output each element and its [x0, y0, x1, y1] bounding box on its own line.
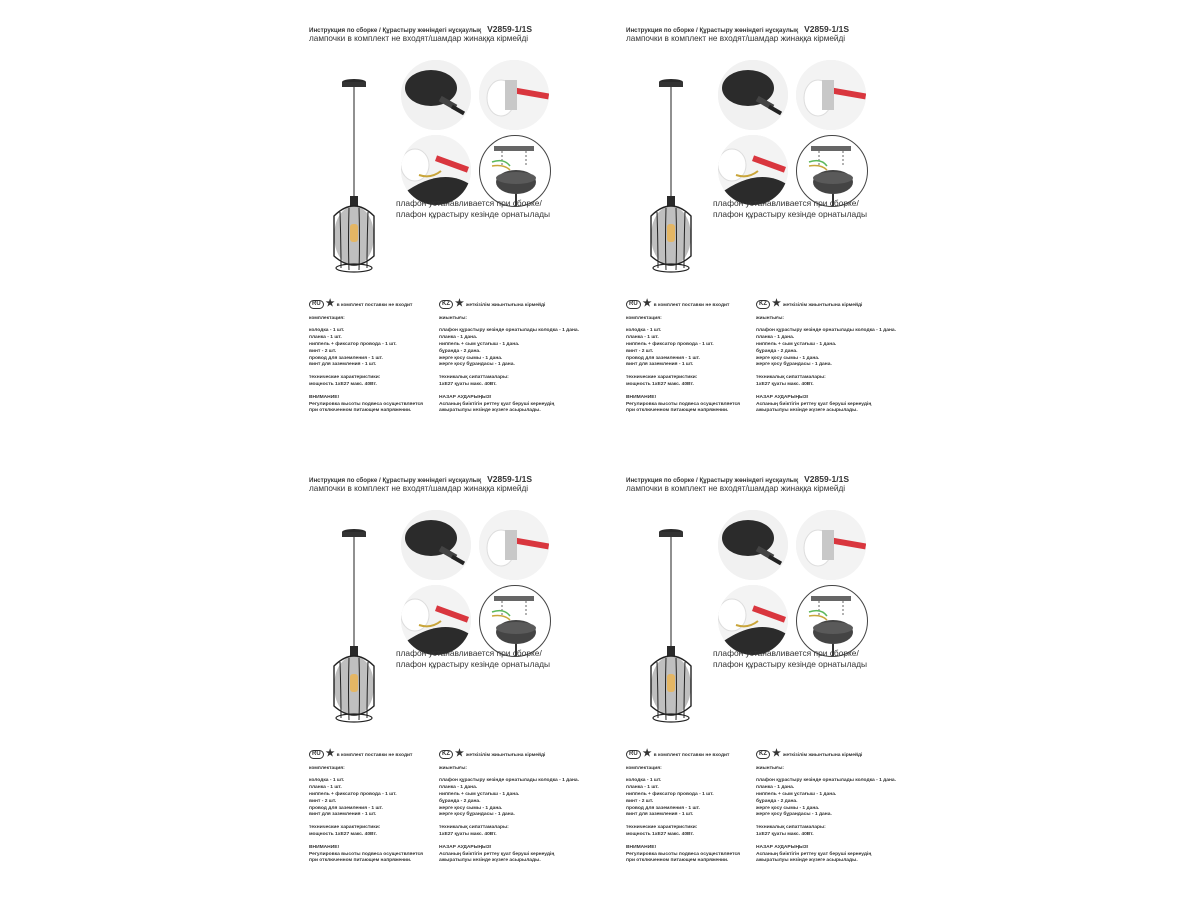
tech-header: технические характеристики:	[309, 375, 381, 381]
assembly-diagram-mounting	[796, 135, 868, 207]
tech-header: техникалық сипаттамалары:	[756, 825, 826, 831]
tech-header: технические характеристики:	[626, 375, 698, 381]
star-icon: ★	[325, 748, 335, 760]
contents-item: колодка - 1 шт.	[309, 328, 345, 334]
shade-mount-caption	[396, 648, 550, 670]
contents-item: бұранда - 2 дана.	[439, 798, 481, 804]
contents-item: бұранда - 2 дана.	[439, 348, 481, 354]
contents-item: бұранда - 2 дана.	[756, 798, 798, 804]
contents-header: жиынтығы:	[439, 765, 468, 771]
warning-line: Регулировка высоты подвеса осуществляется	[309, 851, 424, 857]
contents-item: ниппель + фиксатор провода - 1 шт.	[626, 341, 714, 347]
contents-item: жерге қосу сымы - 1 дана.	[756, 805, 820, 811]
warning-header: НАЗАР АУДАРЫҢЫЗ!	[439, 844, 492, 850]
star-icon: ★	[455, 748, 464, 760]
contents-item: винт для заземления - 1 шт.	[309, 812, 377, 818]
bulbs-not-included-note: лампочки в комплект не входят/шамдар жинаққа кірмейді	[309, 34, 529, 43]
spec-column-kz: KZ ★ жеткізілім жиынтығына кірмейді жиынтығы: плафон құрастыру кезінде орнатылады колодка - 1 дана. планка - 1 дана. ниппель + сым ұстағыш - 1 дана. бұранда - 2 дана. жерге қосу сымы - 1 дана. жерге қосу бұрандасы - 1 дана. техникалық сипаттамалары: 1хE27 қуаты макс. 40Вт. НАЗАР АУДАРЫҢЫЗ! Аспаның биіктігін реттеу қуат беруші кернеудің ажыратылуы кезінде жүзеге асырылады.	[756, 750, 931, 865]
model-number: V2859-1/1S	[487, 474, 533, 484]
assembly-photo-canopy	[718, 510, 788, 580]
contents-header: комплектация:	[626, 315, 662, 321]
instruction-sheet	[283, 450, 583, 890]
spec-column-kz: KZ ★ жеткізілім жиынтығына кірмейді жиынтығы: плафон құрастыру кезінде орнатылады колодка - 1 дана. планка - 1 дана. ниппель + сым ұстағыш - 1 дана. бұранда - 2 дана. жерге қосу сымы - 1 дана. жерге қосу бұрандасы - 1 дана. техникалық сипаттамалары: 1хE27 қуаты макс. 40Вт. НАЗАР АУДАРЫҢЫЗ! Аспаның биіктігін реттеу қуат беруші кернеудің ажыратылуы кезінде жүзеге асырылады.	[439, 750, 614, 865]
tech-value: 1хE27 қуаты макс. 40Вт.	[439, 381, 497, 387]
warning-line: Аспаның биіктігін реттеу қуат беруші кернеудің	[756, 401, 872, 407]
assembly-photo-screwdriver-1	[479, 510, 549, 580]
contents-item: планка - 1 шт.	[626, 335, 659, 341]
sheet-title: Инструкция по сборке / Құрастыру жөніндегі нұсқаулық V2859-1/1S	[309, 474, 533, 484]
star-icon: ★	[642, 298, 652, 310]
contents-item: провод для заземления - 1 шт.	[626, 805, 700, 811]
assembly-photo-screwdriver-2	[718, 135, 788, 205]
assembly-photo-canopy	[401, 60, 471, 130]
assembly-photo-canopy	[401, 510, 471, 580]
warning-line: при отключенном питающем напряжении.	[309, 858, 412, 864]
warning-line: Аспаның биіктігін реттеу қуат беруші кернеудің	[756, 851, 872, 857]
contents-item: планка - 1 шт.	[626, 785, 659, 791]
warning-line: ажыратылуы кезінде жүзеге асырылады.	[439, 858, 541, 864]
star-icon: ★	[772, 298, 781, 310]
contents-item: планка - 1 шт.	[309, 785, 342, 791]
contents-item: плафон құрастыру кезінде орнатылады колодка - 1 дана.	[439, 778, 580, 784]
warning-line: при отключенном питающем напряжении.	[626, 858, 729, 864]
contents-list	[439, 328, 614, 369]
star-icon: ★	[325, 298, 335, 310]
warning-header: ВНИМАНИЕ!	[626, 394, 657, 400]
contents-item: винт - 2 шт.	[626, 348, 654, 354]
contents-header: комплектация:	[309, 765, 345, 771]
shade-mount-caption	[713, 198, 867, 220]
assembly-photo-screwdriver-2	[401, 585, 471, 655]
sheet-title: Инструкция по сборке / Құрастыру жөніндегі нұсқаулық V2859-1/1S	[309, 24, 533, 34]
lang-badge-kz: KZ	[756, 750, 770, 759]
contents-item: винт - 2 шт.	[309, 798, 337, 804]
warning-header: НАЗАР АУДАРЫҢЫЗ!	[439, 394, 492, 400]
star-icon: ★	[455, 298, 464, 310]
tech-value: 1хE27 қуаты макс. 40Вт.	[439, 831, 497, 837]
assembly-diagram-mounting	[479, 135, 551, 207]
assembly-photo-screwdriver-2	[718, 585, 788, 655]
model-number: V2859-1/1S	[487, 24, 533, 34]
warning-line: ажыратылуы кезінде жүзеге асырылады.	[439, 408, 541, 414]
lang-badge-ru: RU	[626, 750, 641, 759]
contents-item: планка - 1 дана.	[756, 335, 795, 341]
warning-header: ВНИМАНИЕ!	[626, 844, 657, 850]
contents-item: бұранда - 2 дана.	[756, 348, 798, 354]
tech-header: технические характеристики:	[626, 825, 698, 831]
star-icon: ★	[772, 748, 781, 760]
star-icon: ★	[642, 748, 652, 760]
contents-item: винт - 2 шт.	[309, 348, 337, 354]
tech-header: техникалық сипаттамалары:	[439, 375, 509, 381]
assembly-photo-canopy	[718, 60, 788, 130]
contents-item: жерге қосу бұрандасы - 1 дана.	[439, 362, 515, 368]
tech-header: техникалық сипаттамалары:	[439, 825, 509, 831]
tech-value: мощность 1хE27 макс. 40Вт.	[626, 381, 694, 387]
warning-line: Регулировка высоты подвеса осуществляется	[626, 851, 741, 857]
sheet-title: Инструкция по сборке / Құрастыру жөніндегі нұсқаулық V2859-1/1S	[626, 474, 850, 484]
contents-item: ниппель + сым ұстағыш - 1 дана.	[439, 341, 520, 347]
pendant-lamp-illustration	[636, 506, 706, 726]
pendant-lamp-illustration	[319, 56, 389, 276]
tech-header: технические характеристики:	[309, 825, 381, 831]
spec-column-ru: RU ★ в комплект поставки не входит комплектация: колодка - 1 шт. планка - 1 шт. ниппель + фиксатор провода - 1 шт. винт - 2 шт. провод для заземления - 1 шт. винт для заземления - 1 шт. технические характеристики: мощность 1хE27 макс. 40Вт. ВНИМАНИЕ! Регулировка высоты подвеса осуществляется при отключенном питающем напряжении.	[626, 750, 801, 865]
bulbs-not-included-note: лампочки в комплект не входят/шамдар жинаққа кірмейді	[309, 484, 529, 493]
contents-item: ниппель + сым ұстағыш - 1 дана.	[439, 791, 520, 797]
contents-item: жерге қосу бұрандасы - 1 дана.	[439, 812, 515, 818]
warning-line: при отключенном питающем напряжении.	[626, 408, 729, 414]
contents-item: винт для заземления - 1 шт.	[626, 362, 694, 368]
contents-item: жерге қосу сымы - 1 дана.	[756, 355, 820, 361]
warning-header: НАЗАР АУДАРЫҢЫЗ!	[756, 394, 809, 400]
contents-item: жерге қосу сымы - 1 дана.	[439, 805, 503, 811]
contents-item: колодка - 1 шт.	[626, 778, 662, 784]
spec-column-ru: RU ★ в комплект поставки не входит комплектация: колодка - 1 шт. планка - 1 шт. ниппель + фиксатор провода - 1 шт. винт - 2 шт. провод для заземления - 1 шт. винт для заземления - 1 шт. технические характеристики: мощность 1хE27 макс. 40Вт. ВНИМАНИЕ! Регулировка высоты подвеса осуществляется при отключенном питающем напряжении.	[626, 300, 801, 415]
contents-item: планка - 1 шт.	[309, 335, 342, 341]
tech-header: техникалық сипаттамалары:	[756, 375, 826, 381]
contents-item: плафон құрастыру кезінде орнатылады колодка - 1 дана.	[756, 778, 897, 784]
tech-value: мощность 1хE27 макс. 40Вт.	[309, 831, 377, 837]
caption-line-ru: плафон устанавливается при сборке/	[396, 198, 542, 208]
spec-column-ru: RU ★ в комплект поставки не входит комплектация: колодка - 1 шт. планка - 1 шт. ниппель + фиксатор провода - 1 шт. винт - 2 шт. провод для заземления - 1 шт. винт для заземления - 1 шт. технические характеристики: мощность 1хE27 макс. 40Вт. ВНИМАНИЕ! Регулировка высоты подвеса осуществляется при отключенном питающем напряжении.	[309, 750, 484, 865]
assembly-diagram-mounting	[796, 585, 868, 657]
contents-item: винт - 2 шт.	[626, 798, 654, 804]
contents-item: жерге қосу бұрандасы - 1 дана.	[756, 362, 832, 368]
warning-header: НАЗАР АУДАРЫҢЫЗ!	[756, 844, 809, 850]
caption-line-kz: плафон құрастыру кезінде орнатылады	[396, 659, 551, 669]
contents-header: комплектация:	[626, 765, 662, 771]
assembly-diagram-mounting	[479, 585, 551, 657]
pendant-lamp-illustration	[636, 56, 706, 276]
warning-line: Регулировка высоты подвеса осуществляется	[309, 401, 424, 407]
instruction-sheet	[600, 0, 900, 440]
tech-value: мощность 1хE27 макс. 40Вт.	[309, 381, 377, 387]
contents-item: колодка - 1 шт.	[626, 328, 662, 334]
contents-item: ниппель + фиксатор провода - 1 шт.	[309, 341, 397, 347]
contents-item: планка - 1 дана.	[439, 785, 478, 791]
caption-line-ru: плафон устанавливается при сборке/	[713, 648, 859, 658]
spec-column-ru: RU ★ в комплект поставки не входит комплектация: колодка - 1 шт. планка - 1 шт. ниппель + фиксатор провода - 1 шт. винт - 2 шт. провод для заземления - 1 шт. винт для заземления - 1 шт. технические характеристики: мощность 1хE27 макс. 40Вт. ВНИМАНИЕ! Регулировка высоты подвеса осуществляется при отключенном питающем напряжении.	[309, 300, 484, 415]
lang-badge-kz: KZ	[756, 300, 770, 309]
contents-item: ниппель + сым ұстағыш - 1 дана.	[756, 791, 837, 797]
contents-item: колодка - 1 шт.	[309, 778, 345, 784]
contents-header: жиынтығы:	[756, 315, 785, 321]
lang-badge-ru: RU	[626, 300, 641, 309]
contents-item: жерге қосу бұрандасы - 1 дана.	[756, 812, 832, 818]
assembly-photo-screwdriver-1	[796, 60, 866, 130]
caption-line-kz: плафон құрастыру кезінде орнатылады	[713, 659, 868, 669]
spec-column-kz: KZ ★ жеткізілім жиынтығына кірмейді жиынтығы: плафон құрастыру кезінде орнатылады колодка - 1 дана. планка - 1 дана. ниппель + сым ұстағыш - 1 дана. бұранда - 2 дана. жерге қосу сымы - 1 дана. жерге қосу бұрандасы - 1 дана. техникалық сипаттамалары: 1хE27 қуаты макс. 40Вт. НАЗАР АУДАРЫҢЫЗ! Аспаның биіктігін реттеу қуат беруші кернеудің ажыратылуы кезінде жүзеге асырылады.	[439, 300, 614, 415]
assembly-photo-screwdriver-1	[796, 510, 866, 580]
contents-list	[756, 778, 931, 819]
contents-item: винт для заземления - 1 шт.	[626, 812, 694, 818]
contents-item: планка - 1 дана.	[439, 335, 478, 341]
model-number: V2859-1/1S	[804, 24, 850, 34]
contents-item: провод для заземления - 1 шт.	[309, 355, 383, 361]
contents-header: жиынтығы:	[439, 315, 468, 321]
contents-item: ниппель + сым ұстағыш - 1 дана.	[756, 341, 837, 347]
tech-value: 1хE27 қуаты макс. 40Вт.	[756, 381, 814, 387]
warning-line: при отключенном питающем напряжении.	[309, 408, 412, 414]
caption-line-ru: плафон устанавливается при сборке/	[396, 648, 542, 658]
warning-line: Аспаның биіктігін реттеу қуат беруші кернеудің	[439, 851, 555, 857]
warning-line: Регулировка высоты подвеса осуществляется	[626, 401, 741, 407]
warning-header: ВНИМАНИЕ!	[309, 844, 340, 850]
contents-header: жиынтығы:	[756, 765, 785, 771]
contents-item: винт для заземления - 1 шт.	[309, 362, 377, 368]
contents-item: плафон құрастыру кезінде орнатылады колодка - 1 дана.	[756, 328, 897, 334]
lang-badge-ru: RU	[309, 750, 324, 759]
contents-item: жерге қосу сымы - 1 дана.	[439, 355, 503, 361]
shade-mount-caption	[713, 648, 867, 670]
contents-item: провод для заземления - 1 шт.	[309, 805, 383, 811]
caption-line-kz: плафон құрастыру кезінде орнатылады	[396, 209, 551, 219]
contents-header: комплектация:	[309, 315, 345, 321]
spec-column-kz: KZ ★ жеткізілім жиынтығына кірмейді жиынтығы: плафон құрастыру кезінде орнатылады колодка - 1 дана. планка - 1 дана. ниппель + сым ұстағыш - 1 дана. бұранда - 2 дана. жерге қосу сымы - 1 дана. жерге қосу бұрандасы - 1 дана. техникалық сипаттамалары: 1хE27 қуаты макс. 40Вт. НАЗАР АУДАРЫҢЫЗ! Аспаның биіктігін реттеу қуат беруші кернеудің ажыратылуы кезінде жүзеге асырылады.	[756, 300, 931, 415]
tech-value: 1хE27 қуаты макс. 40Вт.	[756, 831, 814, 837]
caption-line-ru: плафон устанавливается при сборке/	[713, 198, 859, 208]
contents-item: плафон құрастыру кезінде орнатылады колодка - 1 дана.	[439, 328, 580, 334]
contents-item: провод для заземления - 1 шт.	[626, 355, 700, 361]
sheet-title: Инструкция по сборке / Құрастыру жөніндегі нұсқаулық V2859-1/1S	[626, 24, 850, 34]
assembly-photo-screwdriver-1	[479, 60, 549, 130]
lang-badge-kz: KZ	[439, 750, 453, 759]
contents-list	[756, 328, 931, 369]
tech-value: мощность 1хE27 макс. 40Вт.	[626, 831, 694, 837]
warning-header: ВНИМАНИЕ!	[309, 394, 340, 400]
bulbs-not-included-note: лампочки в комплект не входят/шамдар жинаққа кірмейді	[626, 34, 846, 43]
contents-item: ниппель + фиксатор провода - 1 шт.	[309, 791, 397, 797]
pendant-lamp-illustration	[319, 506, 389, 726]
assembly-photo-screwdriver-2	[401, 135, 471, 205]
warning-line: Аспаның биіктігін реттеу қуат беруші кернеудің	[439, 401, 555, 407]
contents-list	[439, 778, 614, 819]
lang-badge-kz: KZ	[439, 300, 453, 309]
instruction-sheet	[600, 450, 900, 890]
contents-item: планка - 1 дана.	[756, 785, 795, 791]
caption-line-kz: плафон құрастыру кезінде орнатылады	[713, 209, 868, 219]
warning-line: ажыратылуы кезінде жүзеге асырылады.	[756, 858, 858, 864]
model-number: V2859-1/1S	[804, 474, 850, 484]
contents-item: ниппель + фиксатор провода - 1 шт.	[626, 791, 714, 797]
shade-mount-caption	[396, 198, 550, 220]
lang-badge-ru: RU	[309, 300, 324, 309]
warning-line: ажыратылуы кезінде жүзеге асырылады.	[756, 408, 858, 414]
bulbs-not-included-note: лампочки в комплект не входят/шамдар жинаққа кірмейді	[626, 484, 846, 493]
instruction-sheet	[283, 0, 583, 440]
